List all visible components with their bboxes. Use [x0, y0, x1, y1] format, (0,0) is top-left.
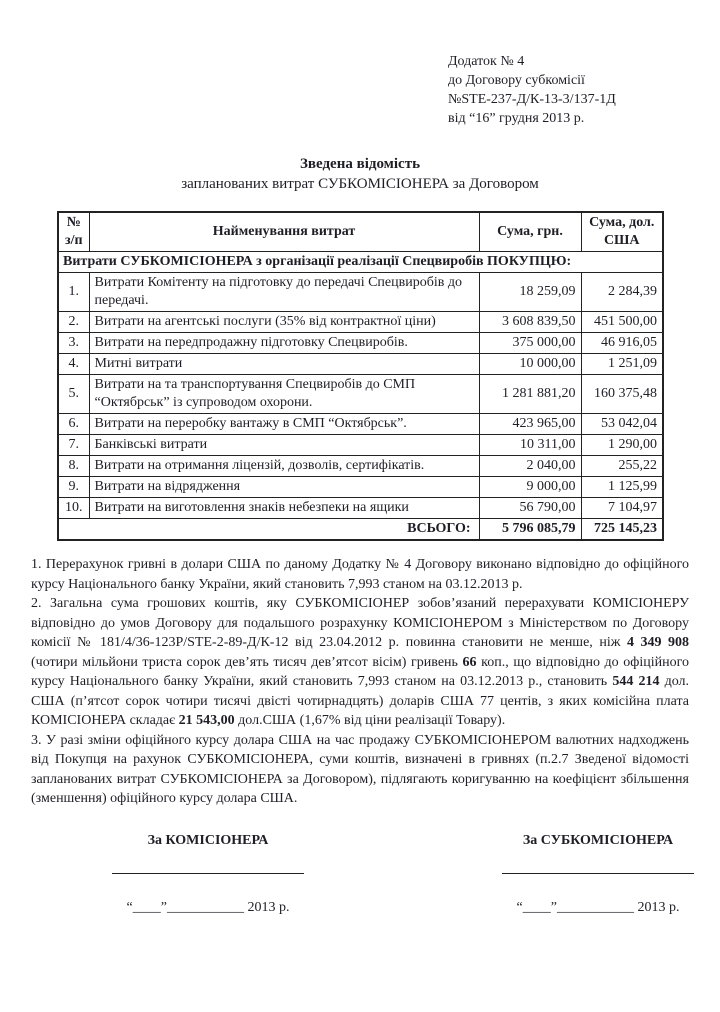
- amount-uah: 10 000,00: [479, 354, 581, 375]
- table-row: [58, 273, 663, 312]
- col-header-num: № з/п: [58, 212, 89, 252]
- notes: [31, 555, 689, 809]
- subcommissioner-date-line: “____”___________ 2013 р.: [516, 899, 680, 915]
- row-number: 10.: [58, 498, 89, 519]
- table-row: [58, 312, 663, 333]
- amount-uah: 423 965,00: [479, 414, 581, 435]
- expense-name: Витрати Комітенту на підготовку до передачі Спецвиробів до передачі.: [89, 273, 479, 312]
- note-bold-value: 544 214: [612, 674, 660, 689]
- table-row: [58, 375, 663, 414]
- amount-usd: 53 042,04: [581, 414, 663, 435]
- expense-name: Витрати на виготовлення знаків небезпеки на ящики: [89, 498, 479, 519]
- table-row: [58, 414, 663, 435]
- table-row: [58, 435, 663, 456]
- table-row: [58, 354, 663, 375]
- section-header-label: Витрати СУБКОМІСІОНЕРА з організації реалізації Спецвиробів ПОКУПЦЮ:: [58, 252, 663, 273]
- table-row: [58, 477, 663, 498]
- section-header-row: [58, 252, 663, 273]
- expenses-table-header: [58, 212, 663, 252]
- total-label: ВСЬОГО:: [58, 519, 479, 541]
- col-header-usd: Сума, дол. США: [581, 212, 663, 252]
- row-number: 2.: [58, 312, 89, 333]
- header-row: [58, 212, 663, 252]
- expense-name: Витрати на передпродажну підготовку Спецвиробів.: [89, 333, 479, 354]
- signature-block-commissioner: [108, 833, 308, 916]
- row-number: 6.: [58, 414, 89, 435]
- amount-usd: 2 284,39: [581, 273, 663, 312]
- expense-name: Витрати на та транспортування Спецвиробів до СМП “Октябрськ” із супроводом охорони.: [89, 375, 479, 414]
- signature-block-subcommissioner: [498, 833, 698, 916]
- amount-uah: 3 608 839,50: [479, 312, 581, 333]
- row-number: 9.: [58, 477, 89, 498]
- note-text: дол. США (п’ятсот сорок чотири тисячі двісті чотирнадцять) доларів США 77 центів, з яких комісійна плата КОМІСІОНЕРА складає: [31, 674, 690, 728]
- amount-uah: 375 000,00: [479, 333, 581, 354]
- total-row: [58, 519, 663, 541]
- commissioner-title: За КОМІСІОНЕРА: [147, 832, 269, 848]
- col-header-uah: Сума, грн.: [479, 212, 581, 252]
- note-text: (чотири мільйони триста сорок дев’ять тисяч дев’ятсот вісім) гривень: [31, 654, 463, 670]
- document-title-line2: запланованих витрат СУБКОМІСІОНЕРА за Договором: [181, 176, 539, 192]
- amount-usd: 160 375,48: [581, 375, 663, 414]
- table-row: [58, 456, 663, 477]
- row-number: 8.: [58, 456, 89, 477]
- expense-name: Витрати на агентські послуги (35% від контрактної ціни): [89, 312, 479, 333]
- appendix-reference-block: [448, 52, 720, 128]
- note-text: коп., що відповідно до офіційного курсу Національного банку України, який становить 7,993 станом на 03.12.2013 р., становить: [31, 654, 690, 689]
- amount-usd: 1 125,99: [581, 477, 663, 498]
- amount-usd: 7 104,97: [581, 498, 663, 519]
- subcommissioner-signature-line: [502, 849, 694, 874]
- appendix-number: Додаток № 4: [448, 54, 525, 69]
- appendix-to-contract: до Договору субкомісії: [448, 73, 585, 88]
- table-row: [58, 498, 663, 519]
- note-bold-value: 4 349 908: [626, 635, 690, 650]
- document-title-line1: Зведена відомість: [299, 156, 421, 172]
- amount-usd: 1 251,09: [581, 354, 663, 375]
- expenses-table-body: [58, 273, 663, 519]
- note-paragraph: [31, 594, 689, 731]
- amount-usd: 451 500,00: [581, 312, 663, 333]
- amount-uah: 10 311,00: [479, 435, 581, 456]
- contract-date: від “16” грудня 2013 р.: [448, 111, 585, 126]
- total-usd: 725 145,23: [581, 519, 663, 541]
- table-row: [58, 333, 663, 354]
- note-paragraph: [31, 555, 689, 594]
- amount-uah: 56 790,00: [479, 498, 581, 519]
- scanned-contract-appendix-page: [0, 52, 720, 1012]
- row-number: 1.: [58, 273, 89, 312]
- amount-usd: 255,22: [581, 456, 663, 477]
- note-text: 3. У разі зміни офіційного курсу долара США на час продажу СУБКОМІСІОНЕРОМ валютних надходжень від Покупця на рахунок СУБКОМІСІОНЕРА, суми коштів, визначені в гривнях (п.2.7 Зведеної відомості запланованих витрат СУБКОМІСІОНЕРА за Договором), підлягають коригуванню на коефіцієнт збільшення (зменшення) офіційного курсу долара США.: [31, 732, 689, 806]
- row-number: 4.: [58, 354, 89, 375]
- commissioner-signature-line: [112, 849, 304, 874]
- col-header-name: Найменування витрат: [89, 212, 479, 252]
- row-number: 5.: [58, 375, 89, 414]
- expense-name: Банківські витрати: [89, 435, 479, 456]
- expense-name: Витрати на отримання ліцензій, дозволів, сертифікатів.: [89, 456, 479, 477]
- document-title: [0, 154, 720, 194]
- amount-uah: 1 281 881,20: [479, 375, 581, 414]
- total-uah: 5 796 085,79: [479, 519, 581, 541]
- note-text: 1. Перерахунок гривні в долари США по даному Додатку № 4 Договору виконано відповідно до офіційного курсу Національного банку України, який становить 7,993 станом на 03.12.2013 р.: [31, 557, 689, 592]
- expense-name: Митні витрати: [89, 354, 479, 375]
- expenses-table: [57, 211, 664, 541]
- amount-usd: 1 290,00: [581, 435, 663, 456]
- amount-uah: 9 000,00: [479, 477, 581, 498]
- row-number: 3.: [58, 333, 89, 354]
- note-bold-value: 66: [462, 654, 477, 670]
- expense-name: Витрати на переробку вантажу в СМП “Октябрськ”.: [89, 414, 479, 435]
- note-paragraph: [31, 731, 689, 809]
- contract-number: №STE-237-Д/К-13-3/137-1Д: [448, 92, 616, 107]
- note-text: дол.США (1,67% від ціни реалізації Товару).: [234, 713, 506, 728]
- commissioner-date-line: “____”___________ 2013 р.: [126, 899, 290, 915]
- note-text: 2. Загальна сума грошових коштів, яку СУБКОМІСІОНЕР зобов’язаний перерахувати КОМІСІОНЕРУ відповідно до умов Договору для подальшого розрахунку КОМІСІОНЕРОМ з Міністерством по Договору комісії № 181/4/36-123Р/STE-2-89-Д/К-12 від 23.04.2012 р. повинна становити не менше, ніж: [31, 596, 689, 650]
- subcommissioner-title: За СУБКОМІСІОНЕРА: [522, 832, 674, 848]
- note-bold-value: 21 543,00: [178, 713, 235, 728]
- signature-section: [0, 833, 720, 916]
- expense-name: Витрати на відрядження: [89, 477, 479, 498]
- amount-uah: 2 040,00: [479, 456, 581, 477]
- amount-usd: 46 916,05: [581, 333, 663, 354]
- amount-uah: 18 259,09: [479, 273, 581, 312]
- row-number: 7.: [58, 435, 89, 456]
